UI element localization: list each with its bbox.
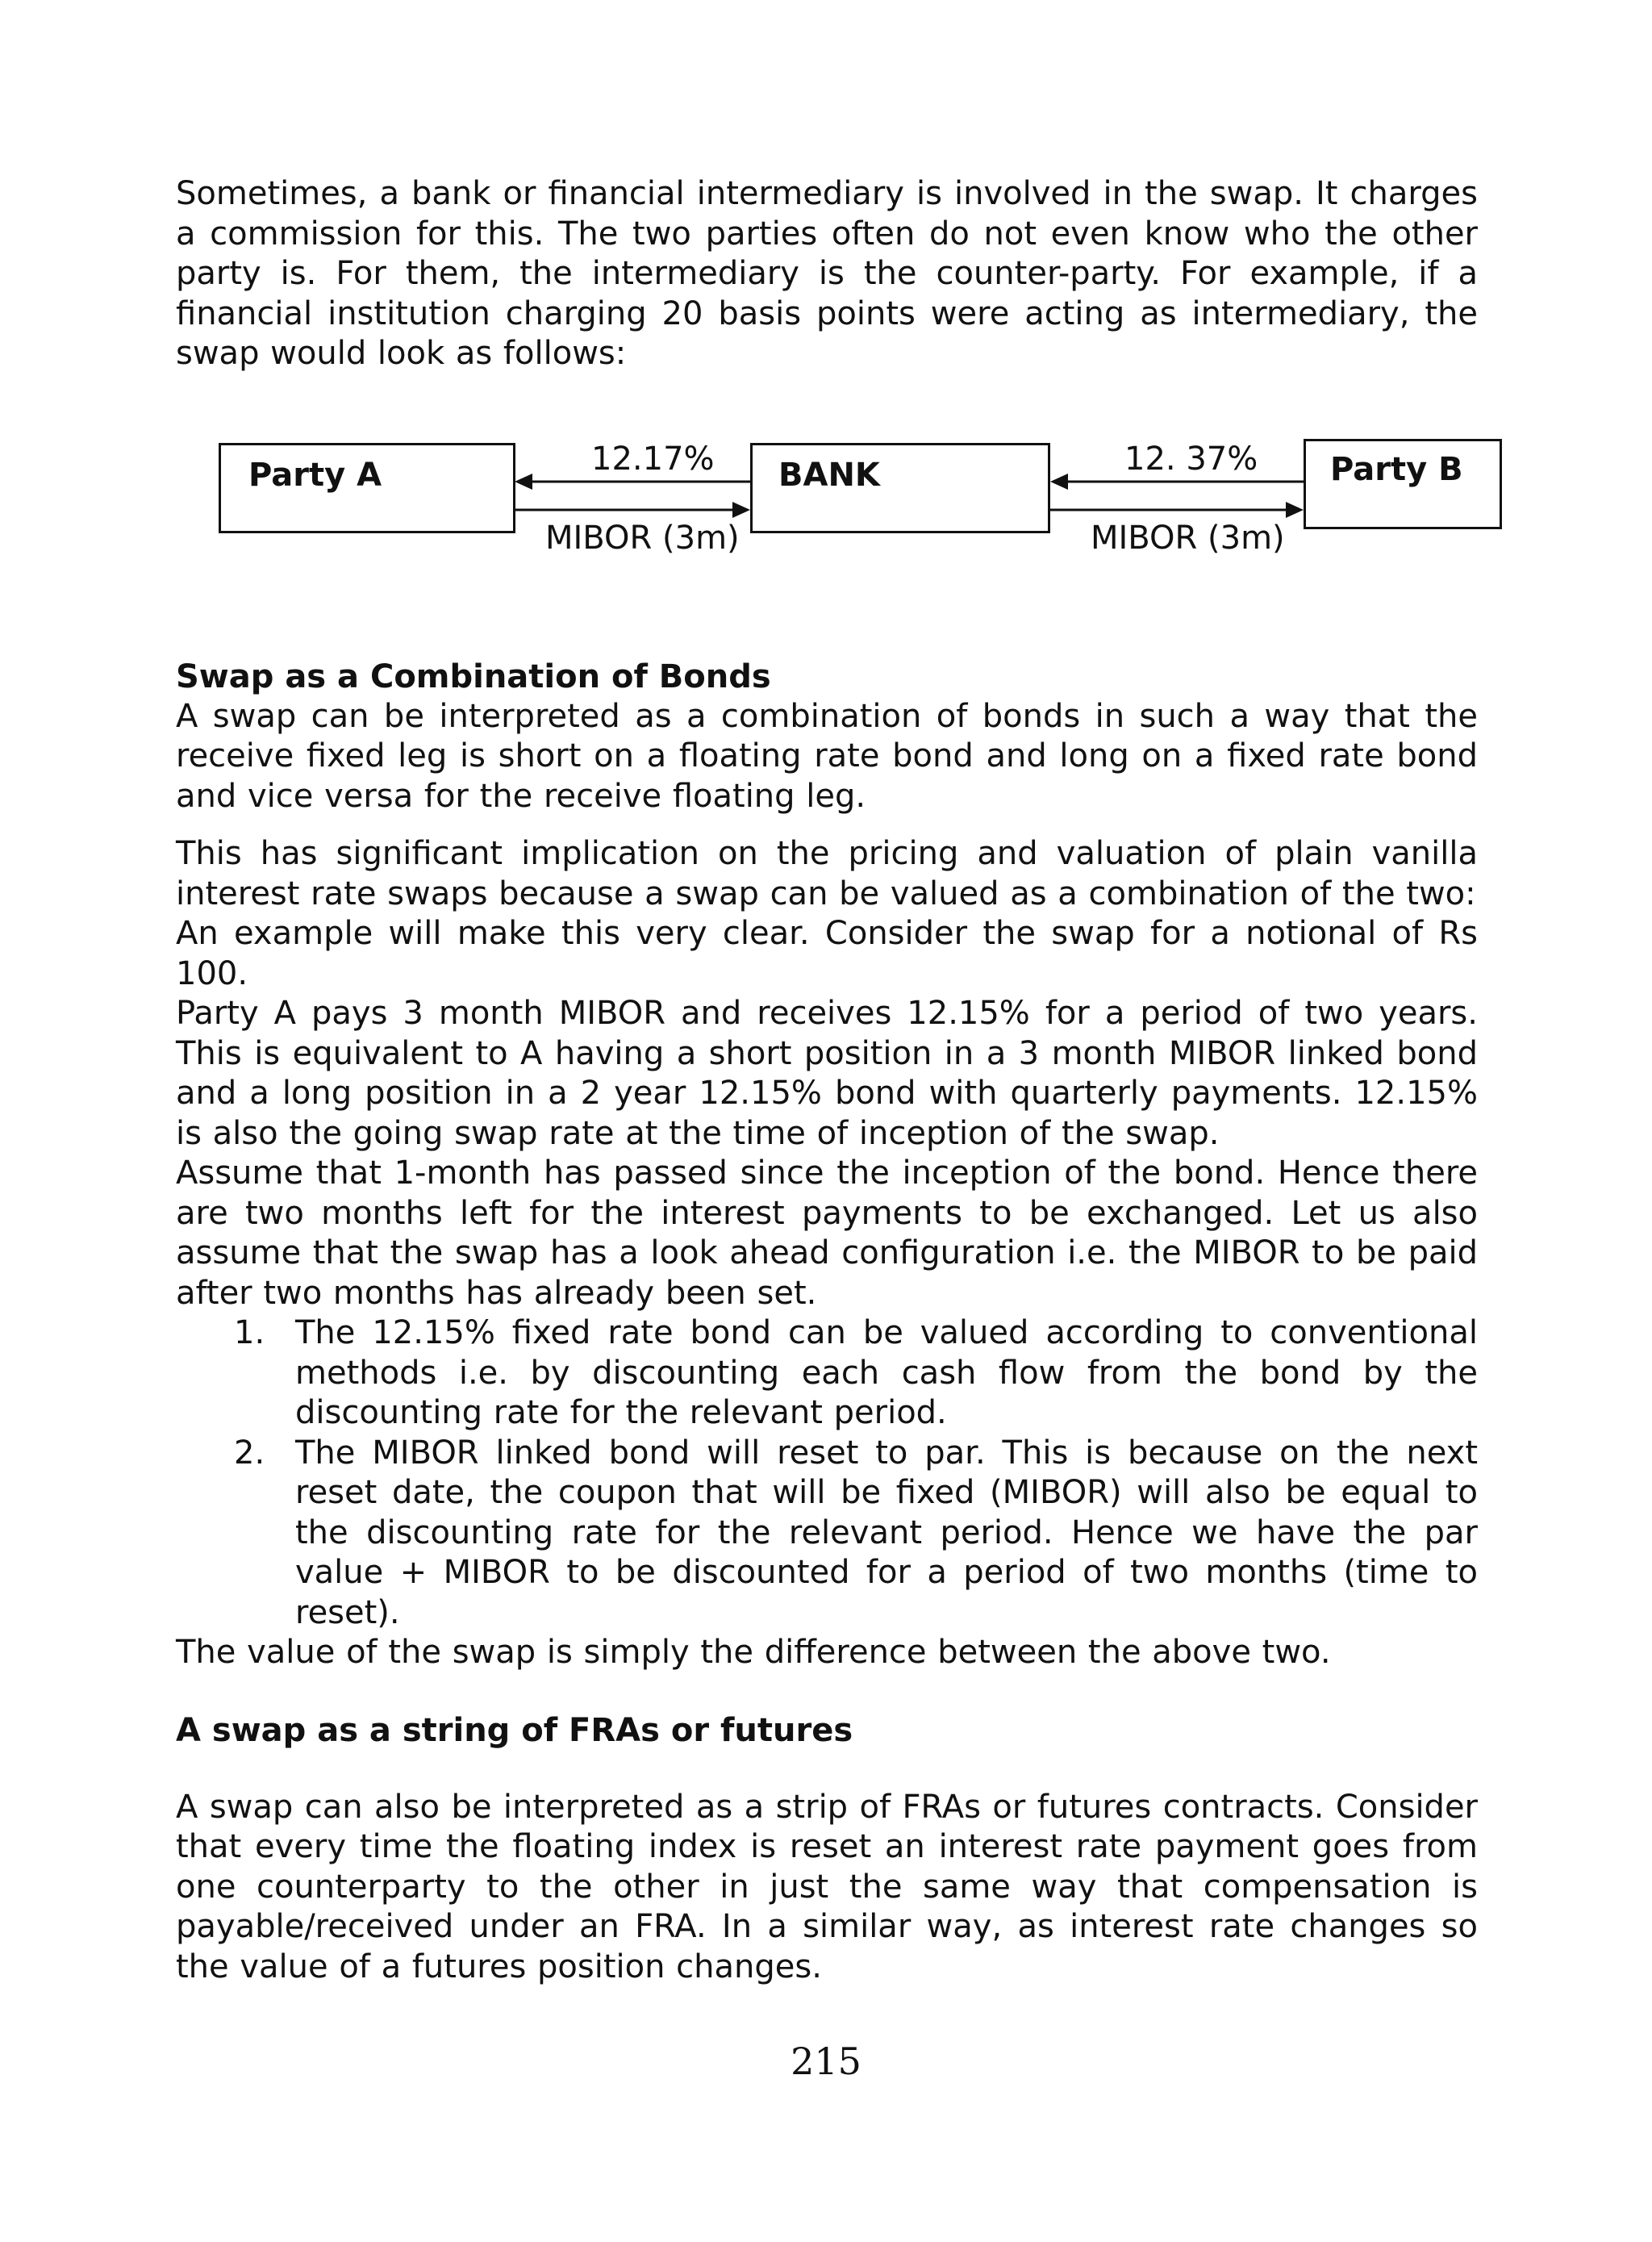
section1-paragraph-2: This has significant implication on the pricing and valuation of plain vanilla interest rate swaps because a swap can be valued as a combination of the two: <box>176 835 1478 912</box>
list-item <box>176 1313 1478 1434</box>
arrowhead-to-bank-a <box>732 502 750 518</box>
valuation-list <box>176 1313 1478 1633</box>
intro-paragraph: Sometimes, a bank or financial intermediary is involved in the swap. It charges a commission for this. The two parties often do not even know who the other party is. For them, the intermediary is the counter-party. For example, if a financial institution charging 20 basis points were acting as intermediary, the swap would look as follows: <box>176 175 1478 372</box>
section2-paragraph-1: A swap can also be interpreted as a strip of FRAs or futures contracts. Consider that every time the floating index is reset an interest rate payment goes from one counterparty to the other in just the same way that compensation is payable/received under an FRA. In a similar way, as interest rate changes so the value of a futures position changes. <box>176 1788 1478 1985</box>
party-b-label: Party B <box>1330 450 1463 488</box>
page-body <box>176 174 1478 1987</box>
section1-paragraph-5: Assume that 1-month has passed since the inception of the bond. Hence there are two months left for the interest payments to be exchanged. Let us also assume that the swap has a look ahead configuration i.e. the MIBOR to be paid after two months has already been set. <box>176 1154 1478 1312</box>
swap-diagram <box>176 440 1478 588</box>
list-item-text: The 12.15% fixed rate bond can be valued according to conventional methods i.e. by discounting each cash flow from the bond by the discounting rate for the relevant period. <box>295 1314 1478 1431</box>
page-number: 215 <box>791 2040 861 2083</box>
list-item <box>176 1434 1478 1634</box>
party-a-label: Party A <box>248 456 382 494</box>
list-item-number: 1. <box>234 1314 265 1351</box>
rate-b-label: 12. 37% <box>1124 440 1258 478</box>
mibor-b-label: MIBOR (3m) <box>1091 519 1285 557</box>
section1-paragraph-3: An example will make this very clear. Consider the swap for a notional of Rs 100. <box>176 915 1478 992</box>
section1-heading: Swap as a Combination of Bonds <box>176 658 771 695</box>
arrowhead-to-b <box>1286 502 1304 518</box>
list-item-text: The MIBOR linked bond will reset to par. This is because on the next reset date, the coupon that will be fixed (MIBOR) will also be equal to the discounting rate for the relevant period. Hence we have the par value + MIBOR to be discounted for a period of two months (time to reset). <box>295 1434 1478 1631</box>
section1-paragraph-4: Party A pays 3 month MIBOR and receives 12.15% for a period of two years. This is equivalent to A having a short position in a 3 month MIBOR linked bond and a long position in a 2 year 12.15% bond with quarterly payments. 12.15% is also the going swap rate at the time of inception of the swap. <box>176 995 1478 1152</box>
arrowhead-to-bank-b <box>1050 474 1068 490</box>
bank-box <box>750 443 1050 533</box>
arrowhead-to-a <box>515 474 532 490</box>
section1-paragraph-6: The value of the swap is simply the difference between the above two. <box>176 1634 1331 1671</box>
bank-label: BANK <box>778 456 880 494</box>
party-b-box <box>1304 439 1502 529</box>
rate-a-label: 12.17% <box>591 440 715 478</box>
list-item-number: 2. <box>234 1434 265 1472</box>
section2-heading: A swap as a string of FRAs or futures <box>176 1711 853 1749</box>
section1-paragraph-1: A swap can be interpreted as a combination of bonds in such a way that the receive fixed leg is short on a floating rate bond and long on a fixed rate bond and vice versa for the receive floating leg. <box>176 697 1478 815</box>
party-a-box <box>219 443 515 533</box>
mibor-a-label: MIBOR (3m) <box>545 519 740 557</box>
